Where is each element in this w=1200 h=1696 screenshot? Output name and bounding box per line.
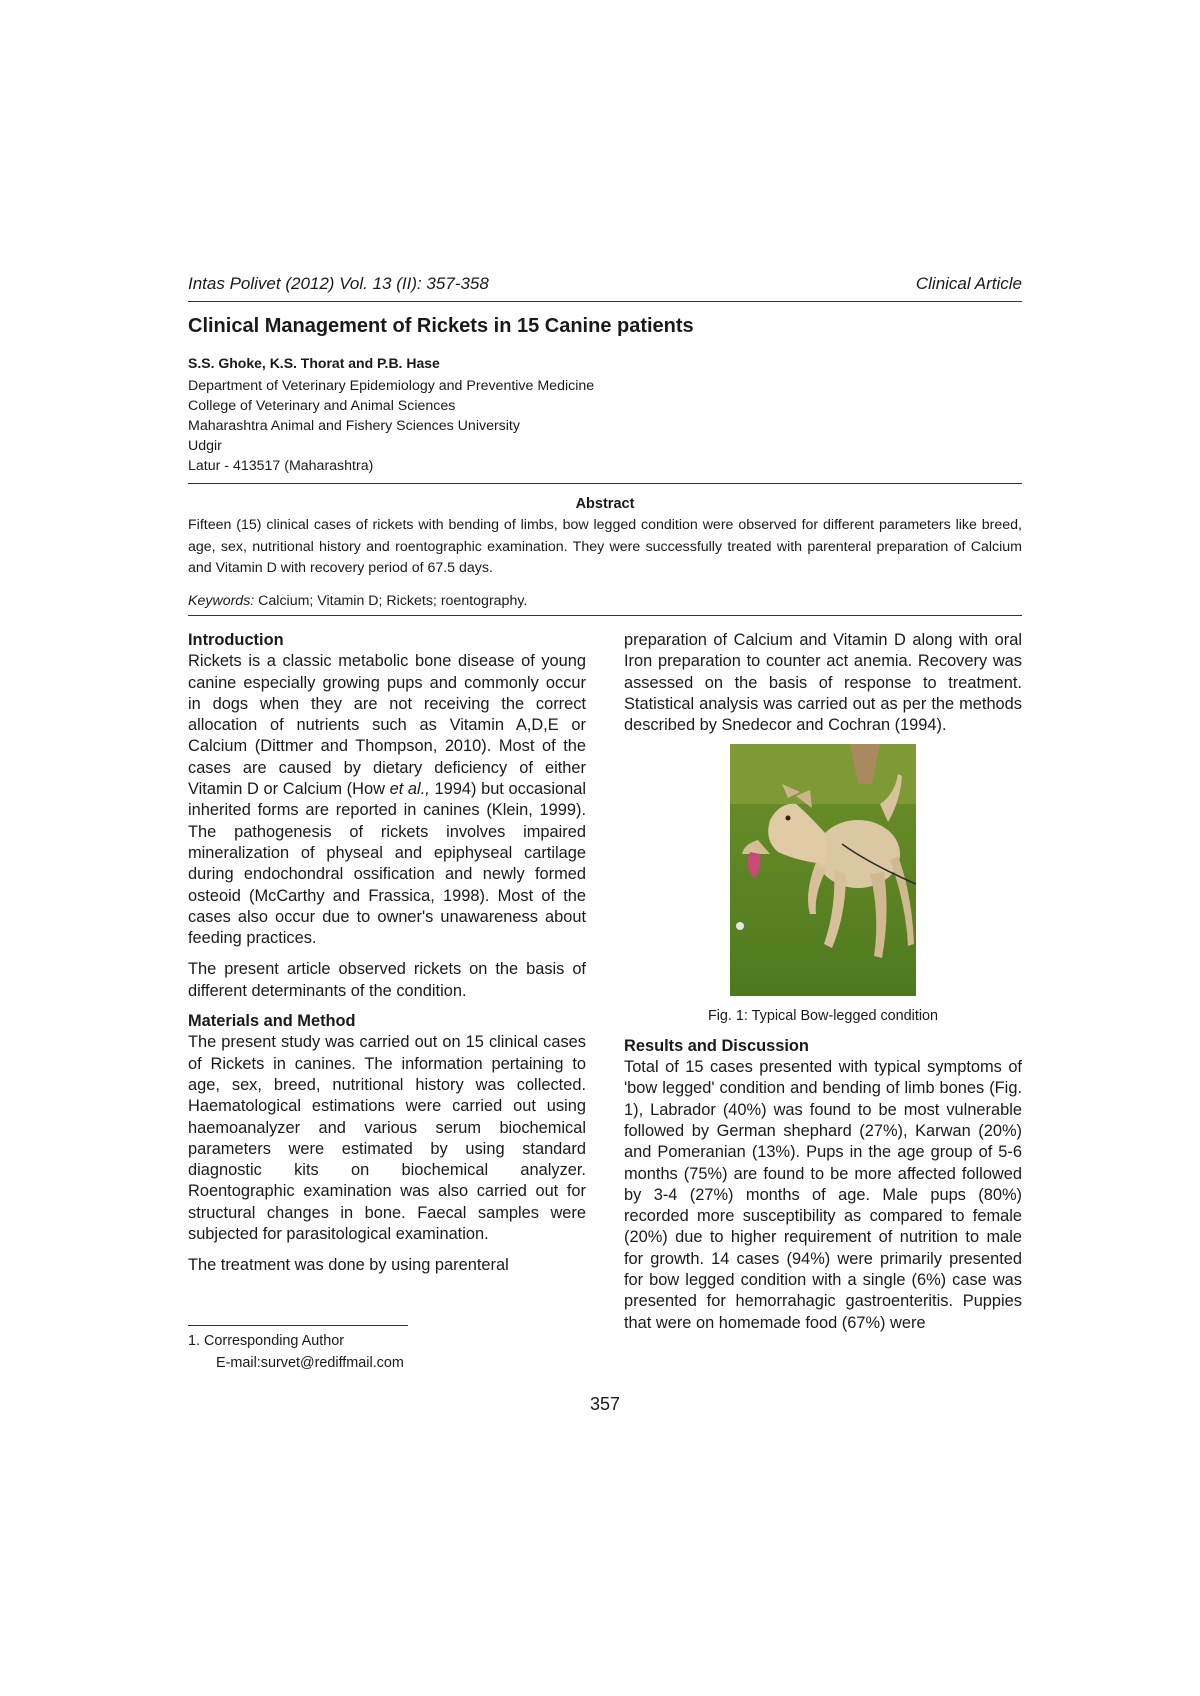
- results-heading: Results and Discussion: [624, 1036, 809, 1055]
- article-title: Clinical Management of Rickets in 15 Canine patients: [188, 315, 694, 337]
- abstract-text: Fifteen (15) clinical cases of rickets with bending of limbs, bow legged condition were observed for different parameters like breed, age, sex, nutritional history and roentographic examination. They were successfully treated with parenteral preparation of Calcium and Vitamin D with recovery period of 67.5 days.: [188, 517, 1022, 576]
- journal-citation: Intas Polivet (2012) Vol. 13 (II): 357-358: [188, 274, 489, 293]
- affiliation-line: Udgir: [188, 438, 222, 454]
- footnote-corresponding: 1. Corresponding Author: [188, 1333, 344, 1349]
- page-number: 357: [589, 1394, 621, 1414]
- figure-1: [707, 744, 939, 1027]
- dog-photo-icon: [730, 744, 916, 996]
- intro-text-b: 1994) but occasional inherited forms are reported in canines (Klein, 1999). The pathogenesis of rickets involves impaired mineralization of physeal and epiphyseal cartilage during endochondral ossification and newly formed osteoid (McCarthy and Frassica, 1998). Most of the cases also occur due to owner's unawareness about feeding practices.: [188, 780, 586, 948]
- affiliation-line: College of Veterinary and Animal Sciences: [188, 398, 456, 414]
- affiliation-block: [188, 376, 594, 476]
- abstract-top-rule: [188, 483, 1022, 484]
- figure-caption: Fig. 1: Typical Bow-legged condition: [707, 1008, 939, 1025]
- affiliation-line: Latur - 413517 (Maharashtra): [188, 458, 374, 474]
- footnote-email: E-mail:survet@rediffmail.com: [216, 1355, 404, 1371]
- author-list: S.S. Ghoke, K.S. Thorat and P.B. Hase: [188, 355, 440, 371]
- footnote-rule: [188, 1325, 408, 1326]
- footnote: [188, 1325, 586, 1374]
- introduction-paragraph: [188, 651, 586, 949]
- journal-page: [188, 0, 1022, 1696]
- keywords-list: Calcium; Vitamin D; Rickets; roentography.: [254, 592, 528, 609]
- introduction-heading: Introduction: [188, 631, 284, 649]
- affiliation-line: Department of Veterinary Epidemiology and Preventive Medicine: [188, 378, 595, 394]
- keywords-label: Keywords:: [188, 592, 255, 609]
- abstract-bottom-rule: [188, 615, 1022, 616]
- abstract-heading: Abstract: [575, 496, 635, 512]
- introduction-paragraph-2: The present article observed rickets on the basis of different determinants of the condition.: [188, 960, 586, 1000]
- methods-paragraph-2-start: The treatment was done by using parenteral: [188, 1256, 509, 1275]
- left-column: [188, 630, 586, 1277]
- article-type: Clinical Article: [915, 274, 1022, 293]
- methods-paragraph: The present study was carried out on 15 clinical cases of Rickets in canines. The information pertaining to age, sex, breed, nutritional history was collected. Haematological estimations were carried out using haemoanalyzer and various serum biochemical parameters were estimated by using standard diagnostic kits on biochemical analyzer. Roentographic examination was also carried out for structural changes in bone. Faecal samples were subjected for parasitological examination.: [188, 1033, 586, 1244]
- intro-etal: et al.,: [389, 780, 430, 799]
- affiliation-line: Maharashtra Animal and Fishery Sciences University: [188, 418, 520, 434]
- running-header: [188, 274, 1022, 294]
- header-rule: [188, 301, 1022, 302]
- methods-paragraph-2-cont: preparation of Calcium and Vitamin D along with oral Iron preparation to counter act anemia. Recovery was assessed on the basis of response to treatment. Statistical analysis was carried out as per the methods described by Snedecor and Cochran (1994).: [624, 631, 1022, 735]
- keywords: [188, 591, 1022, 611]
- abstract-block: [188, 496, 1022, 611]
- right-column: [624, 630, 1022, 1334]
- intro-text-a: Rickets is a classic metabolic bone disease of young canine especially growing pups and commonly occur in dogs when they are not receiving the correct allocation of nutrients such as Vitamin A,D,E or Calcium (Dittmer and Thompson, 2010). Most of the cases are caused by dietary deficiency of either Vitamin D or Calcium (How: [188, 652, 586, 799]
- results-paragraph: Total of 15 cases presented with typical symptoms of 'bow legged' condition and bending of limb bones (Fig. 1), Labrador (40%) was found to be most vulnerable followed by German shephard (27%), Karwan (20%) and Pomeranian (13%). Pups in the age group of 5-6 months (75%) are found to be more affected followed by 3-4 (27%) months of age. Male pups (80%) recorded more susceptibility as compared to female (20%) due to higher requirement of nutrition to male for growth. 14 cases (94%) were primarily presented for bow legged condition with a single (6%) case was presented for hemorrahagic gastroenteritis. Puppies that were on homemade food (67%) were: [624, 1058, 1022, 1332]
- methods-heading: Materials and Method: [188, 1012, 356, 1031]
